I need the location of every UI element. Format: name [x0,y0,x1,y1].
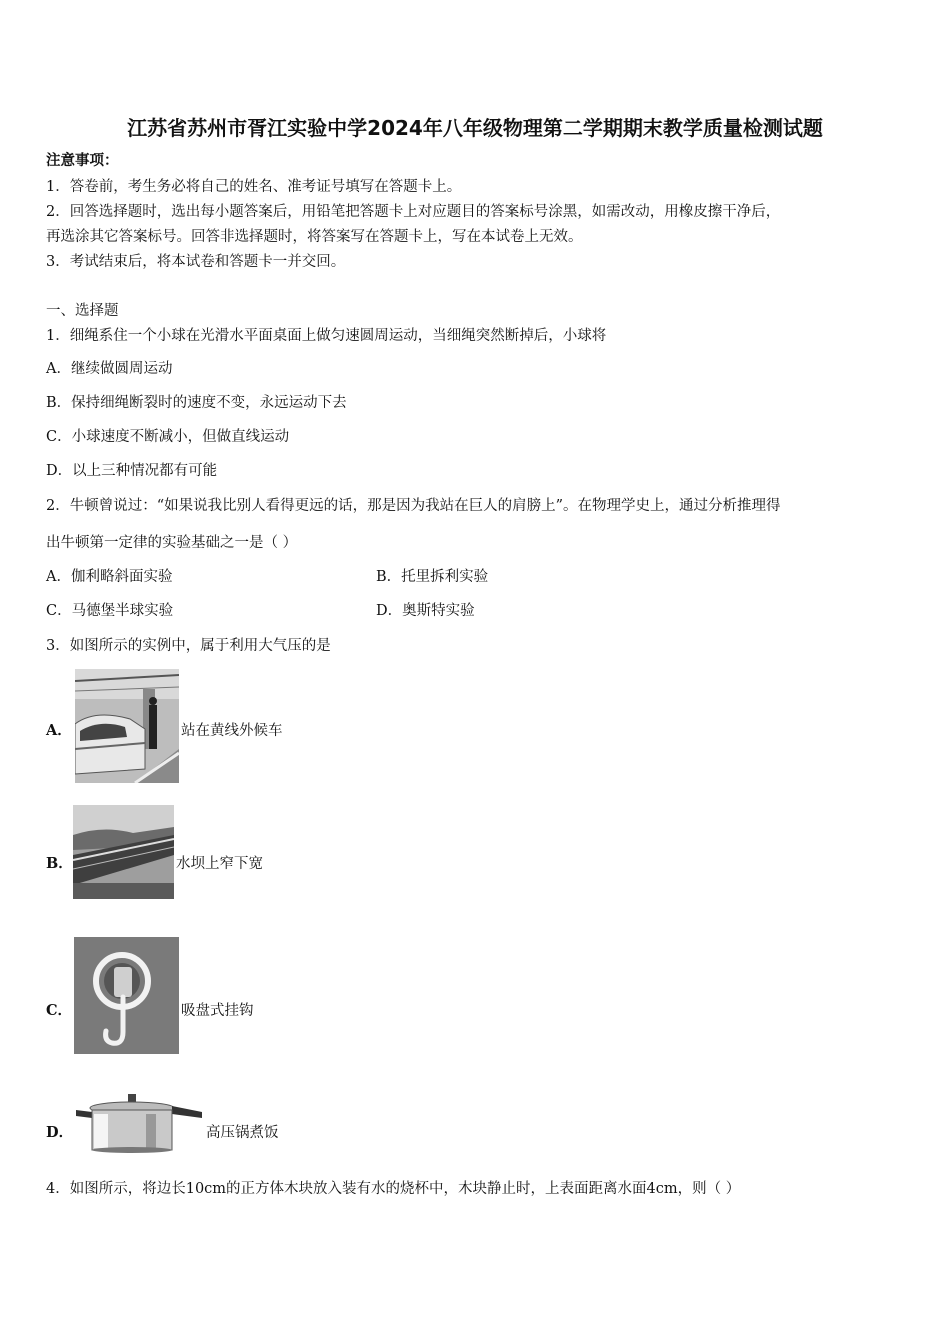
q3-option-c-label: C． [46,1002,73,1019]
notice-item-2-cont: 再选涂其它答案标号。回答非选择题时，将答案写在答题卡上，写在本试卷上无效。 [46,229,583,245]
dam-image [73,805,174,899]
notice-heading: 注意事项： [46,152,119,169]
q2-option-a: A．伽利略斜面实验 [46,569,173,585]
q3-option-a-label: A． [46,722,72,739]
suction-hook-image [74,937,179,1054]
q2-option-d: D．奥斯特实验 [376,603,475,619]
page-title: 江苏省苏州市胥江实验中学2024年八年级物理第二学期期末教学质量检测试题 [127,116,823,140]
q3-option-d-caption: 高压锅煮饭 [206,1125,279,1141]
q4-stem: 4．如图所示，将边长10cm的正方体木块放入装有水的烧杯中，木块静止时，上表面距离水面4cm，则（ ） [46,1181,741,1197]
pressure-cooker-illustration [76,1090,204,1154]
q3-option-a-caption: 站在黄线外候车 [181,723,283,739]
q1-stem: 1．细绳系住一个小球在光滑水平面桌面上做匀速圆周运动，当细绳突然断掉后，小球将 [46,328,607,344]
q2-option-b: B．托里拆利实验 [376,569,489,585]
q1-option-b: B．保持细绳断裂时的速度不变，永远运动下去 [46,395,347,411]
q1-option-a: A．继续做圆周运动 [46,361,173,377]
q1-option-c: C．小球速度不断减小，但做直线运动 [46,429,290,445]
train-station-illustration [75,669,179,783]
q3-option-c-caption: 吸盘式挂钩 [181,1003,254,1019]
q2-option-c: C．马德堡半球实验 [46,603,174,619]
q3-stem: 3．如图所示的实例中，属于利用大气压的是 [46,638,331,654]
q3-option-d-label: D． [46,1124,74,1141]
q2-stem-line1: 2．牛顿曾说过：“如果说我比别人看得更远的话，那是因为我站在巨人的肩膀上”。在物理学史上，通过分析推理得 [46,498,781,514]
pressure-cooker-image [76,1090,204,1154]
notice-item-3: 3．考试结束后，将本试卷和答题卡一并交回。 [46,254,346,270]
train-station-image [75,669,179,783]
q1-option-d: D．以上三种情况都有可能 [46,463,218,479]
dam-illustration [73,805,174,899]
section-heading: 一、选择题 [46,303,119,319]
q2-stem-line2: 出牛顿第一定律的实验基础之一是（ ） [46,535,298,551]
q3-option-b-caption: 水坝上窄下宽 [176,856,263,872]
q3-option-b-label: B． [46,855,73,872]
notice-item-2: 2．回答选择题时，选出每小题答案后，用铅笔把答题卡上对应题目的答案标号涂黑，如需改动，用橡皮擦干净后， [46,204,781,220]
notice-item-1: 1．答卷前，考生务必将自己的姓名、准考证号填写在答题卡上。 [46,179,462,195]
suction-hook-illustration [74,937,179,1054]
